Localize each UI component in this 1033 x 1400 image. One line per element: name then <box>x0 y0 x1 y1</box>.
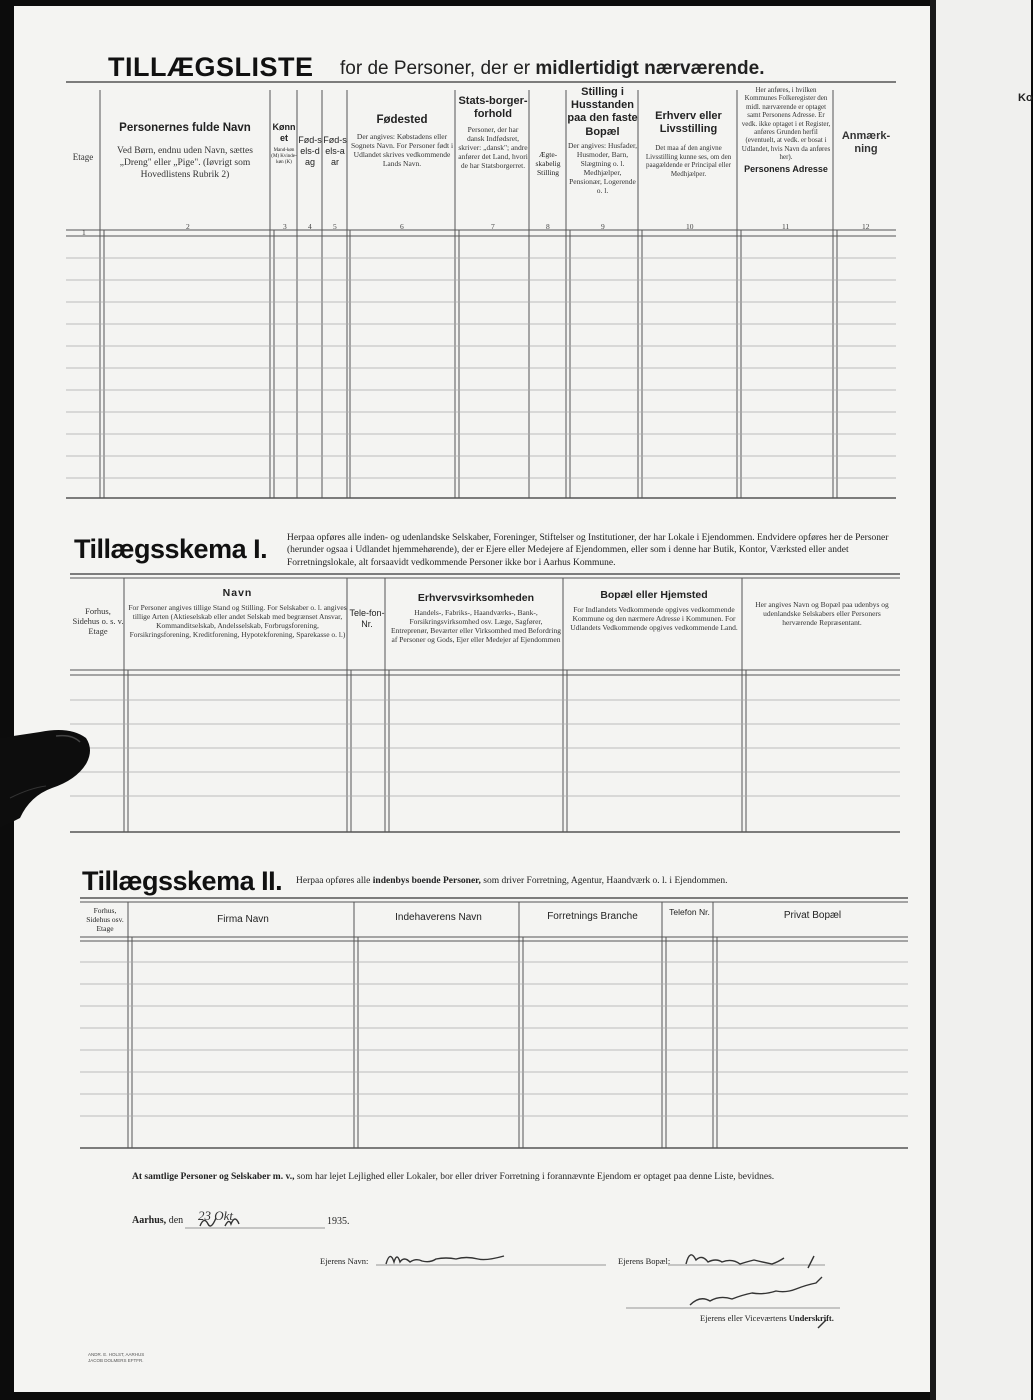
skema1-col-navn-header <box>128 587 347 639</box>
col-adresse-header <box>739 86 833 174</box>
col-etage-head: Etage <box>72 152 94 162</box>
skema1-col-erhverv-header <box>390 592 562 644</box>
col-statsborger-head: Stats-borger-forhold <box>458 95 528 121</box>
city-label: Aarhus, <box>132 1215 167 1226</box>
den-label: den <box>168 1215 184 1226</box>
thumb-image <box>0 728 92 828</box>
year-label: 1935. <box>327 1216 350 1227</box>
col-foedested-header <box>349 114 455 168</box>
skema1-col-bopael-header <box>567 589 741 632</box>
col-erhverv-head: Erhverv eller Livsstilling <box>655 110 722 136</box>
col-foedested-note: Der angives: Købstadens eller Sognets Navn. For Personer født i Udlandet skrives vedkommende Lands Navn. <box>350 131 454 168</box>
date-line <box>132 1215 183 1226</box>
skema1-col-navn-note: For Personer angives tillige Stand og Stilling. For Selskaber o. l. angives tillige Arten (Aktieselskab eller andet Selskab med begrænset Ansvar, Kommanditselskab, Andelsselskab, Forbrugsforening, Forsikringsforening, Kreditforening, Hypotekforening, Sparekasse o. l.) <box>128 602 347 639</box>
declaration-bold: At samtlige Personer og Selskaber m. v., <box>132 1172 295 1182</box>
col-foedselsaar-head: Fød-sels-aar <box>323 135 347 167</box>
col-adresse-note: Her anføres, i hvilken Kommunes Folkeregister den midl. nærværende er optaget samt Personens Adresse. Er vedk. ikke optaget i et Register, anføres Grunden herfil (eventuelt, at vedk. er bosat i Udlandet, hvis Navn da anføres her). <box>741 86 831 162</box>
declaration <box>132 1172 774 1182</box>
skema2-intro-post: som driver Forretning, Agentur, Haandværk o. l. i Ejendommen. <box>483 876 728 886</box>
col-navn-note: Ved Børn, endnu uden Navn, sættes „Dreng" eller „Pige". (Iøvrigt som Hovedlistens Rubrik 2) <box>117 145 253 180</box>
signature-label-bold: Underskrift. <box>788 1313 834 1323</box>
col-foedselsdag-head: Fød-sels-dag <box>298 135 322 167</box>
col-stilling-head: Stilling i Husstanden paa den faste Bopæl <box>567 86 638 138</box>
col-num-4: 4 <box>308 222 312 231</box>
col-stilling-note: Der angives: Husfader, Husmoder, Barn, Slægtning o. l. Medhjælper, Pensionær, Logerende o. l. <box>567 140 638 195</box>
subtitle-bold: midlertidigt nærværende. <box>535 58 765 79</box>
skema1-col-etage: Forhus, Sidehus o. s. v. Etage <box>72 606 124 637</box>
col-stilling-header <box>567 86 638 195</box>
skema1-col-erhverv-head: Erhvervsvirksomheden <box>417 592 535 604</box>
col-num-10: 10 <box>686 222 694 231</box>
skema2-col-firma: Firma Navn <box>217 914 269 925</box>
skema2-col-indehaver: Indehaverens Navn <box>395 912 482 923</box>
skema1-col-bopael-note: For Indlandets Vedkommende opgives vedkommende Kommune og den nærmere Adresse i Kommunen. For Udlandets Vedkommende opgives vedkommende Land. <box>570 604 738 632</box>
skema1-col-erhverv-note: Handels-, Fabriks-, Haandværks-, Bank-, Forsikringsvirksomhed osv. Læge, Sagfører, Entreprenør, Beværter eller Virksomhed med Befordring af Personer og Gods, Ejer eller Medejer af Ejendommen <box>391 607 561 644</box>
col-aegteskab-head: Ægte-skabelig Stilling <box>535 150 561 177</box>
col-navn-head: Personernes fulde Navn <box>119 122 251 134</box>
col-koennet-head: Kønnet <box>272 122 296 143</box>
col-num-8: 8 <box>546 222 550 231</box>
skema2-title: Tillægsskema II. <box>82 866 283 896</box>
skema1-col-telefon: Tele-fon-Nr. <box>349 608 385 629</box>
tillaegsliste-title: TILLÆGSLISTE <box>108 52 314 82</box>
col-num-3: 3 <box>283 222 287 231</box>
col-num-6: 6 <box>400 222 404 231</box>
declaration-rest: som har lejet Lejlighed eller Lokaler, bor eller driver Forretning i forannævnte Ejendom er optaget paa denne Liste, bevidnes. <box>296 1172 775 1182</box>
skema1-col-bopael-head: Bopæl eller Hjemsted <box>600 589 708 601</box>
col-num-12: 12 <box>862 222 870 231</box>
col-statsborger-header <box>458 95 528 170</box>
col-num-9: 9 <box>601 222 605 231</box>
skema2-col-etage: Forhus, Sidehus osv. Etage <box>86 906 124 933</box>
printer-mark: ANDR. E. HOLST, AARHUS JACOB DOLMERS EFTFR. <box>88 1352 145 1363</box>
skema2-col-branche: Forretnings Branche <box>547 911 638 922</box>
col-koennet-header <box>271 122 297 166</box>
col-erhverv-note: Det maa af den angivne Livsstilling kunne ses, om den paagældende er Principal eller Medhjælper. <box>645 144 732 178</box>
signature-label <box>700 1313 834 1323</box>
col-num-7: 7 <box>491 222 495 231</box>
col-koennet-note: Mand-køn (M) Kvinde-køn (K) <box>271 147 297 165</box>
col-statsborger-note: Personer, der har dansk Indfødsret, skriver: „dansk"; andre anfører det Land, hvori de har Statsborgerret. <box>458 125 528 171</box>
col-anmaerkning-head: Anmærk-ning <box>841 130 891 156</box>
skema2-intro-pre: Herpaa opføres alle <box>296 876 371 886</box>
signature-label-pre: Ejerens eller Viceværtens <box>700 1313 787 1323</box>
skema1-intro: Herpaa opføres alle inden- og udenlandske Selskaber, Foreninger, Stiftelser og Institutioner, der har Lokale i Ejendommen. Endvidere opføres her de Personer (herunder ogsaa i Udlandet hjemmehørende), der er Ejere eller Medejere af Ejendommen, eller som i denne har Butik, Kontor, Værksted eller andet Forretningslokale, alt forsaavidt vedkommende Personer ikke bor i Aarhus Kommune. <box>287 533 889 568</box>
tillaegsliste-subtitle <box>340 58 765 80</box>
adjacent-page-text: Ko <box>1018 92 1033 104</box>
col-num-11: 11 <box>782 222 790 231</box>
skema1-col-repraesentant: Her angives Navn og Bopæl paa udenbys og udenlandske Selskabers eller Personers herværende Repræsentant. <box>755 600 889 627</box>
col-foedested-head: Fødested <box>376 114 428 126</box>
skema2-intro-bold: indenbys boende Personer, <box>372 876 481 886</box>
date-handwritten: 23 Okt <box>198 1208 234 1223</box>
col-erhverv-header <box>640 110 737 178</box>
skema2-col-telefon: Telefon Nr. <box>669 907 710 917</box>
col-num-2: 2 <box>186 222 190 231</box>
owner-address-label: Ejerens Bopæl: <box>618 1256 671 1266</box>
skema1-title: Tillægsskema I. <box>74 534 268 564</box>
skema2-col-bopael: Privat Bopæl <box>783 910 842 921</box>
col-num-1: 1 <box>82 228 86 237</box>
col-navn-header <box>102 122 268 181</box>
skema2-intro <box>296 876 727 886</box>
col-num-5: 5 <box>333 222 337 231</box>
subtitle-pre: for de Personer, der er <box>340 58 531 79</box>
owner-name-label: Ejerens Navn: <box>320 1256 369 1266</box>
handwriting-strokes <box>200 1218 826 1328</box>
col-adresse-head: Personens Adresse <box>744 163 828 174</box>
skema1-col-navn-head: Navn <box>222 587 253 599</box>
